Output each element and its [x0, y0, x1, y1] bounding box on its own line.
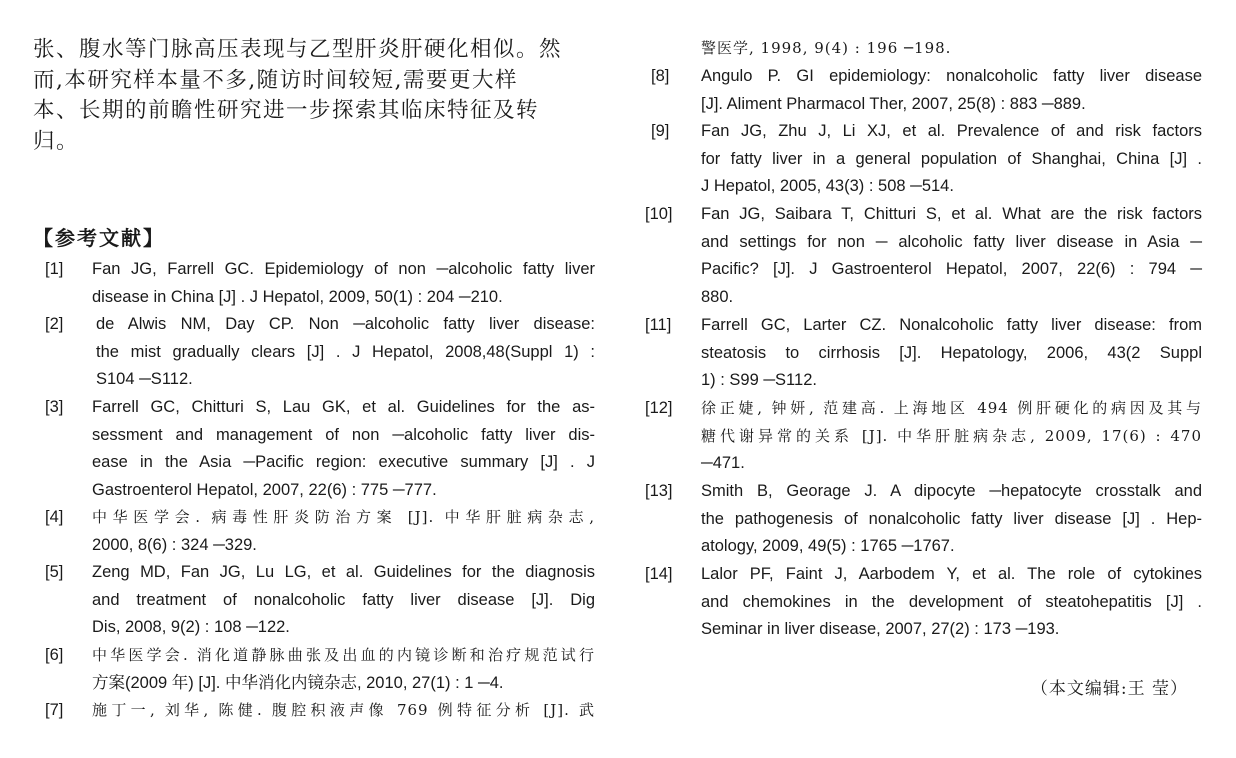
- paragraph-line: 归。: [33, 128, 80, 154]
- paragraph-line: 张、腹水等门脉高压表现与乙型肝炎肝硬化相似。然: [33, 37, 563, 62]
- reference-number: [6]: [45, 646, 64, 664]
- reference-line: Fan JG, Farrell GC. Epidemiology of non ─alcoholic fatty liver: [92, 260, 595, 278]
- reference-number: [14]: [645, 565, 673, 583]
- reference-line: 施丁一, 刘华, 陈健. 腹腔积液声像 769 例特征分析 [J]. 武: [92, 701, 595, 719]
- reference-line: 糖代谢异常的关系 [J]. 中华肝脏病杂志, 2009, 17(6) : 470: [701, 426, 1202, 445]
- reference-number: [10]: [645, 205, 673, 223]
- reference-line: 方案(2009 年) [J]. 中华消化内镜杂志, 2010, 27(1) : 1 ─4.: [92, 673, 504, 692]
- reference-line: the pathogenesis of nonalcoholic fatty liver disease [J] . Hep-: [701, 509, 1202, 528]
- reference-line: Smith B, Georage J. A dipocyte ─hepatocyte crosstalk and: [701, 482, 1202, 500]
- references-heading: 【参考文献】: [33, 226, 165, 250]
- reference-line: J Hepatol, 2005, 43(3) : 508 ─514.: [701, 177, 954, 195]
- reference-number: [5]: [45, 563, 64, 581]
- reference-line: 警医学, 1998, 9(4) : 196 ─198.: [701, 39, 952, 57]
- reference-number: [3]: [45, 398, 64, 416]
- reference-line: de Alwis NM, Day CP. Non ─alcoholic fatty liver disease:: [96, 315, 595, 333]
- reference-number: [2]: [45, 315, 64, 333]
- reference-line: and treatment of nonalcoholic fatty liver disease [J]. Dig: [92, 590, 595, 609]
- reference-number: [9]: [651, 122, 670, 140]
- reference-line: disease in China [J] . J Hepatol, 2009, 50(1) : 204 ─210.: [92, 287, 503, 306]
- reference-line: ─471.: [701, 454, 745, 472]
- reference-line: Zeng MD, Fan JG, Lu LG, et al. Guidelines for the diagnosis: [92, 563, 595, 581]
- reference-line: Dis, 2008, 9(2) : 108 ─122.: [92, 618, 290, 636]
- reference-line: 1) : S99 ─S112.: [701, 371, 817, 389]
- reference-line: and settings for non ─ alcoholic fatty liver disease in Asia ─: [701, 232, 1202, 251]
- reference-line: 880.: [701, 287, 734, 306]
- editor-note: （本文编辑:王 莹）: [1030, 679, 1188, 699]
- reference-line: the mist gradually clears [J] . J Hepatol, 2008,48(Suppl 1) :: [96, 342, 595, 361]
- reference-line: S104 ─S112.: [96, 370, 193, 388]
- reference-line: Gastroenterol Hepatol, 2007, 22(6) : 775 ─777.: [92, 480, 437, 499]
- reference-line: [J]. Aliment Pharmacol Ther, 2007, 25(8) : 883 ─889.: [701, 94, 1086, 113]
- reference-number: [12]: [645, 399, 673, 417]
- reference-number: [7]: [45, 701, 64, 719]
- reference-line: ease in the Asia ─Pacific region: executive summary [J] . J: [92, 453, 595, 471]
- reference-line: steatosis to cirrhosis [J]. Hepatology, 2006, 43(2 Suppl: [701, 343, 1202, 362]
- paragraph-line: 本、长期的前瞻性研究进一步探索其临床特征及转: [33, 98, 540, 123]
- paragraph-line: 而,本研究样本量不多,随访时间较短,需要更大样: [33, 67, 519, 93]
- reference-number: [11]: [645, 316, 672, 334]
- reference-line: Seminar in liver disease, 2007, 27(2) : 173 ─193.: [701, 620, 1060, 638]
- reference-line: 2000, 8(6) : 324 ─329.: [92, 535, 257, 554]
- reference-line: Fan JG, Zhu J, Li XJ, et al. Prevalence of and risk factors: [701, 122, 1202, 140]
- reference-line: Farrell GC, Larter CZ. Nonalcoholic fatty liver disease: from: [701, 316, 1202, 334]
- reference-line: Farrell GC, Chitturi S, Lau GK, et al. Guidelines for the as-: [92, 398, 595, 416]
- reference-line: Angulo P. GI epidemiology: nonalcoholic fatty liver disease: [701, 67, 1202, 85]
- reference-line: 中华医学会. 病毒性肝炎防治方案 [J]. 中华肝脏病杂志,: [92, 508, 595, 526]
- body-paragraph: [33, 35, 595, 157]
- reference-line: Lalor PF, Faint J, Aarbodem Y, et al. The role of cytokines: [701, 565, 1202, 583]
- reference-number: [13]: [645, 482, 673, 500]
- reference-line: 徐正婕, 钟妍, 范建高. 上海地区 494 例肝硬化的病因及其与: [701, 399, 1202, 417]
- reference-line: and chemokines in the development of steatohepatitis [J] .: [701, 592, 1202, 611]
- reference-number: [1]: [45, 260, 64, 278]
- reference-line: 中华医学会. 消化道静脉曲张及出血的内镜诊断和治疗规范试行: [92, 646, 595, 664]
- reference-line: for fatty liver in a general population of Shanghai, China [J] .: [701, 149, 1202, 168]
- reference-line: atology, 2009, 49(5) : 1765 ─1767.: [701, 537, 955, 555]
- reference-number: [8]: [651, 67, 670, 85]
- reference-line: Fan JG, Saibara T, Chitturi S, et al. What are the risk factors: [701, 205, 1202, 223]
- reference-line: sessment and management of non ─alcoholic fatty liver dis-: [92, 425, 595, 444]
- reference-number: [4]: [45, 508, 64, 526]
- reference-line: Pacific? [J]. J Gastroenterol Hepatol, 2007, 22(6) : 794 ─: [701, 260, 1202, 278]
